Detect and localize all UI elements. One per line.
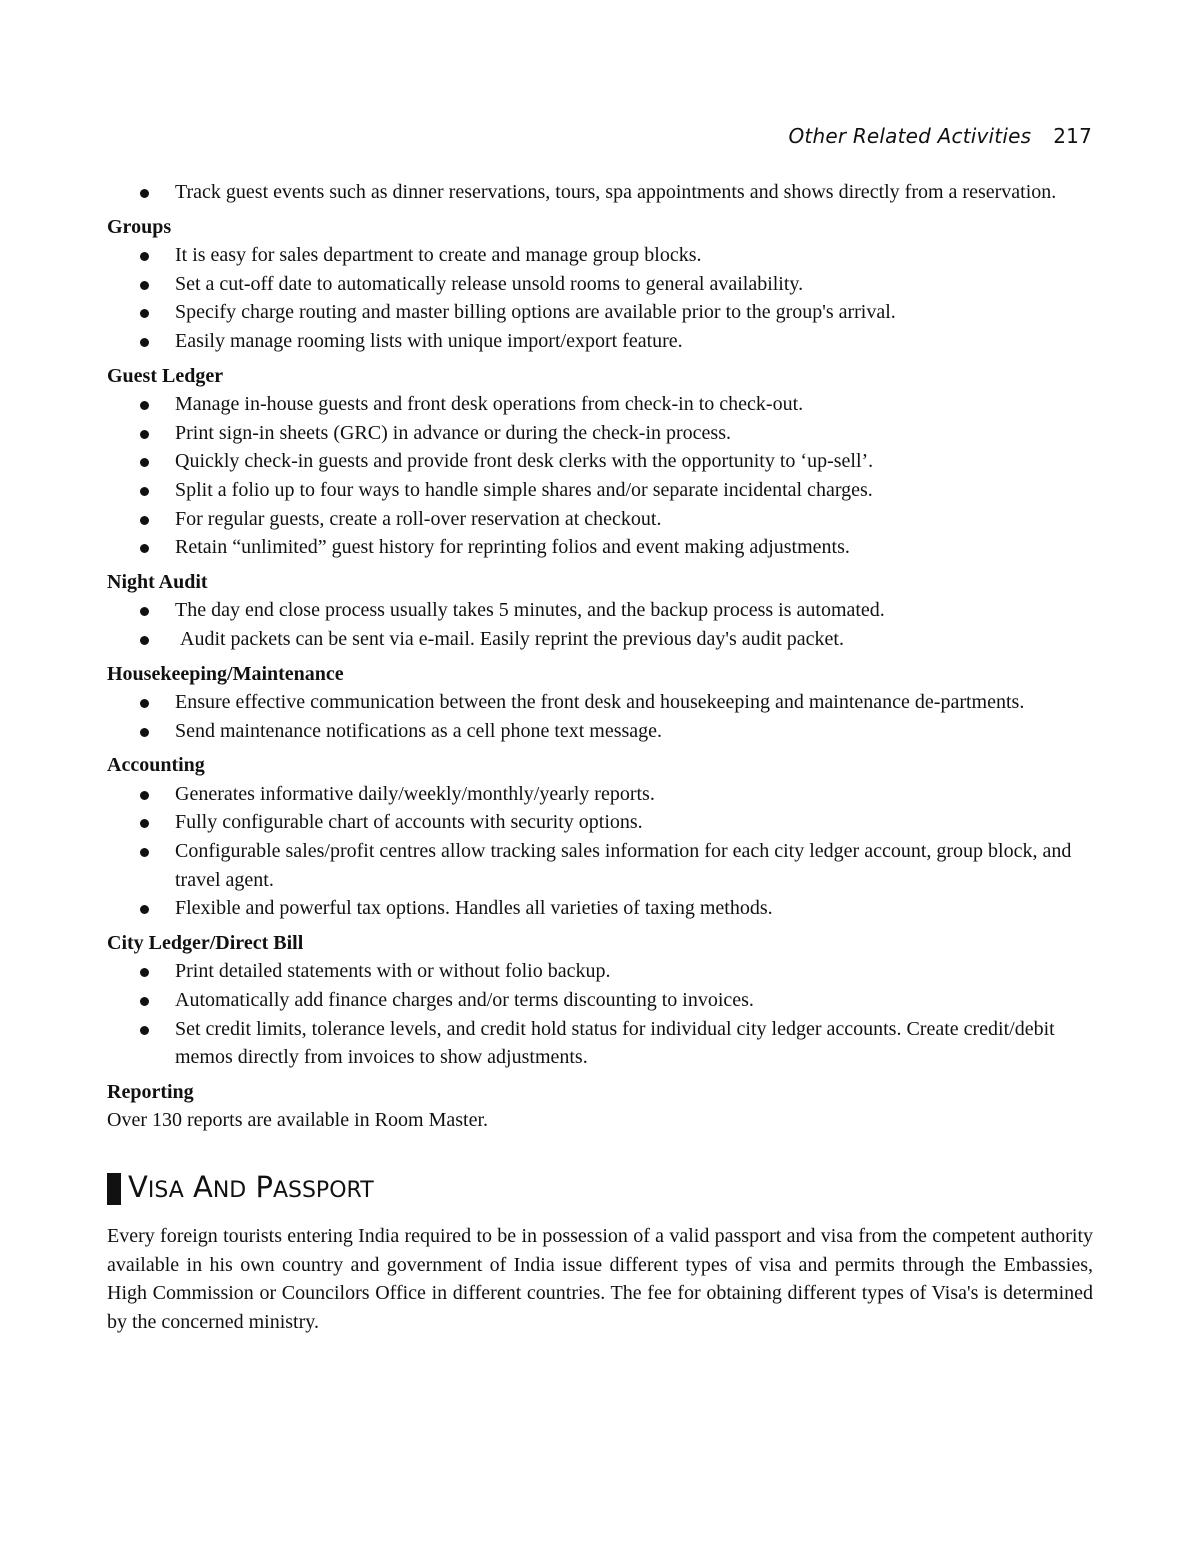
list-item: Manage in-house guests and front desk operations from check-in to check-out. <box>107 390 1093 419</box>
bullet-list-housekeeping <box>107 688 1093 745</box>
section-title-reporting: Reporting <box>107 1080 194 1103</box>
bullet-icon <box>140 848 149 857</box>
list-item: Quickly check-in guests and provide front desk clerks with the opportunity to ‘up-sell’. <box>107 447 1093 476</box>
section-title-accounting: Accounting <box>107 754 205 777</box>
bullet-icon <box>140 728 149 737</box>
bullet-icon <box>140 401 149 410</box>
list-item: Set credit limits, tolerance levels, and credit hold status for individual city ledger accounts. Create credit/debit memos directly from invoices to show adjustments. <box>107 1015 1093 1072</box>
running-header <box>788 124 1092 148</box>
list-item: Print sign-in sheets (GRC) in advance or during the check-in process. <box>107 419 1093 448</box>
list-item: Split a folio up to four ways to handle simple shares and/or separate incidental charges. <box>107 476 1093 505</box>
bullet-list-groups <box>107 241 1093 355</box>
visa-heading-text: VISA AND PASSPORT <box>128 1170 374 1204</box>
list-item: Track guest events such as dinner reservations, tours, spa appointments and shows directly from a reservation. <box>107 178 1093 207</box>
bullet-list-accounting <box>107 780 1093 923</box>
bullet-icon <box>140 338 149 347</box>
list-item: Generates informative daily/weekly/monthly/yearly reports. <box>107 780 1093 809</box>
list-item: The day end close process usually takes 5 minutes, and the backup process is automated. <box>107 596 1093 625</box>
list-item: Send maintenance notifications as a cell phone text message. <box>107 717 1093 746</box>
bullet-icon <box>140 544 149 553</box>
list-item: Flexible and powerful tax options. Handles all varieties of taxing methods. <box>107 894 1093 923</box>
bullet-icon <box>140 430 149 439</box>
section-title-guest-ledger: Guest Ledger <box>107 364 224 387</box>
list-item: It is easy for sales department to create and manage group blocks. <box>107 241 1093 270</box>
bullet-icon <box>140 997 149 1006</box>
section-title-housekeeping: Housekeeping/Maintenance <box>107 662 344 685</box>
reporting-text: Over 130 reports are available in Room Master. <box>107 1109 488 1132</box>
bullet-icon <box>140 819 149 828</box>
page-number: 217 <box>1053 124 1092 148</box>
bullet-icon <box>140 252 149 261</box>
list-item: Fully configurable chart of accounts with security options. <box>107 808 1093 837</box>
bullet-icon <box>140 516 149 525</box>
bullet-icon <box>140 607 149 616</box>
bullet-icon <box>140 1026 149 1035</box>
list-item: For regular guests, create a roll-over reservation at checkout. <box>107 505 1093 534</box>
list-item: Specify charge routing and master billing options are available prior to the group's arrival. <box>107 298 1093 327</box>
chapter-title: Other Related Activities <box>788 124 1032 148</box>
section-title-city-ledger: City Ledger/Direct Bill <box>107 931 304 954</box>
intro-bullet-list <box>107 178 1093 207</box>
bullet-icon <box>140 487 149 496</box>
list-item: Ensure effective communication between the front desk and housekeeping and maintenance de-partments. <box>107 688 1093 717</box>
section-title-groups: Groups <box>107 215 172 238</box>
list-item: Configurable sales/profit centres allow tracking sales information for each city ledger account, group block, and travel agent. <box>107 837 1093 894</box>
bullet-icon <box>140 458 149 467</box>
list-item: Automatically add finance charges and/or terms discounting to invoices. <box>107 986 1093 1015</box>
list-item: Print detailed statements with or without folio backup. <box>107 957 1093 986</box>
list-item: Set a cut-off date to automatically release unsold rooms to general availability. <box>107 270 1093 299</box>
list-item: Audit packets can be sent via e-mail. Easily reprint the previous day's audit packet. <box>107 625 1093 654</box>
bullet-icon <box>140 189 149 198</box>
section-title-night-audit: Night Audit <box>107 570 208 593</box>
bullet-list-night-audit <box>107 596 1093 653</box>
bullet-list-guest-ledger <box>107 390 1093 562</box>
list-item: Easily manage rooming lists with unique import/export feature. <box>107 327 1093 356</box>
bullet-icon <box>140 968 149 977</box>
heading-bar-icon <box>107 1173 121 1205</box>
visa-paragraph: Every foreign tourists entering India required to be in possession of a valid passport and visa from the competent authority available in his own country and government of India issue different types of visa and permits through the Embassies, High Commission or Councilors Office in different countries. The fee for obtaining different types of Visa's is determined by the concerned ministry. <box>107 1225 1093 1333</box>
bullet-list-city-ledger <box>107 957 1093 1071</box>
bullet-icon <box>140 905 149 914</box>
major-heading-visa <box>107 1170 1093 1208</box>
list-item: Retain “unlimited” guest history for reprinting folios and event making adjustments. <box>107 533 1093 562</box>
bullet-icon <box>140 791 149 800</box>
bullet-icon <box>140 309 149 318</box>
bullet-icon <box>140 699 149 708</box>
page-content <box>107 178 1093 1336</box>
bullet-icon <box>140 636 149 645</box>
bullet-icon <box>140 281 149 290</box>
